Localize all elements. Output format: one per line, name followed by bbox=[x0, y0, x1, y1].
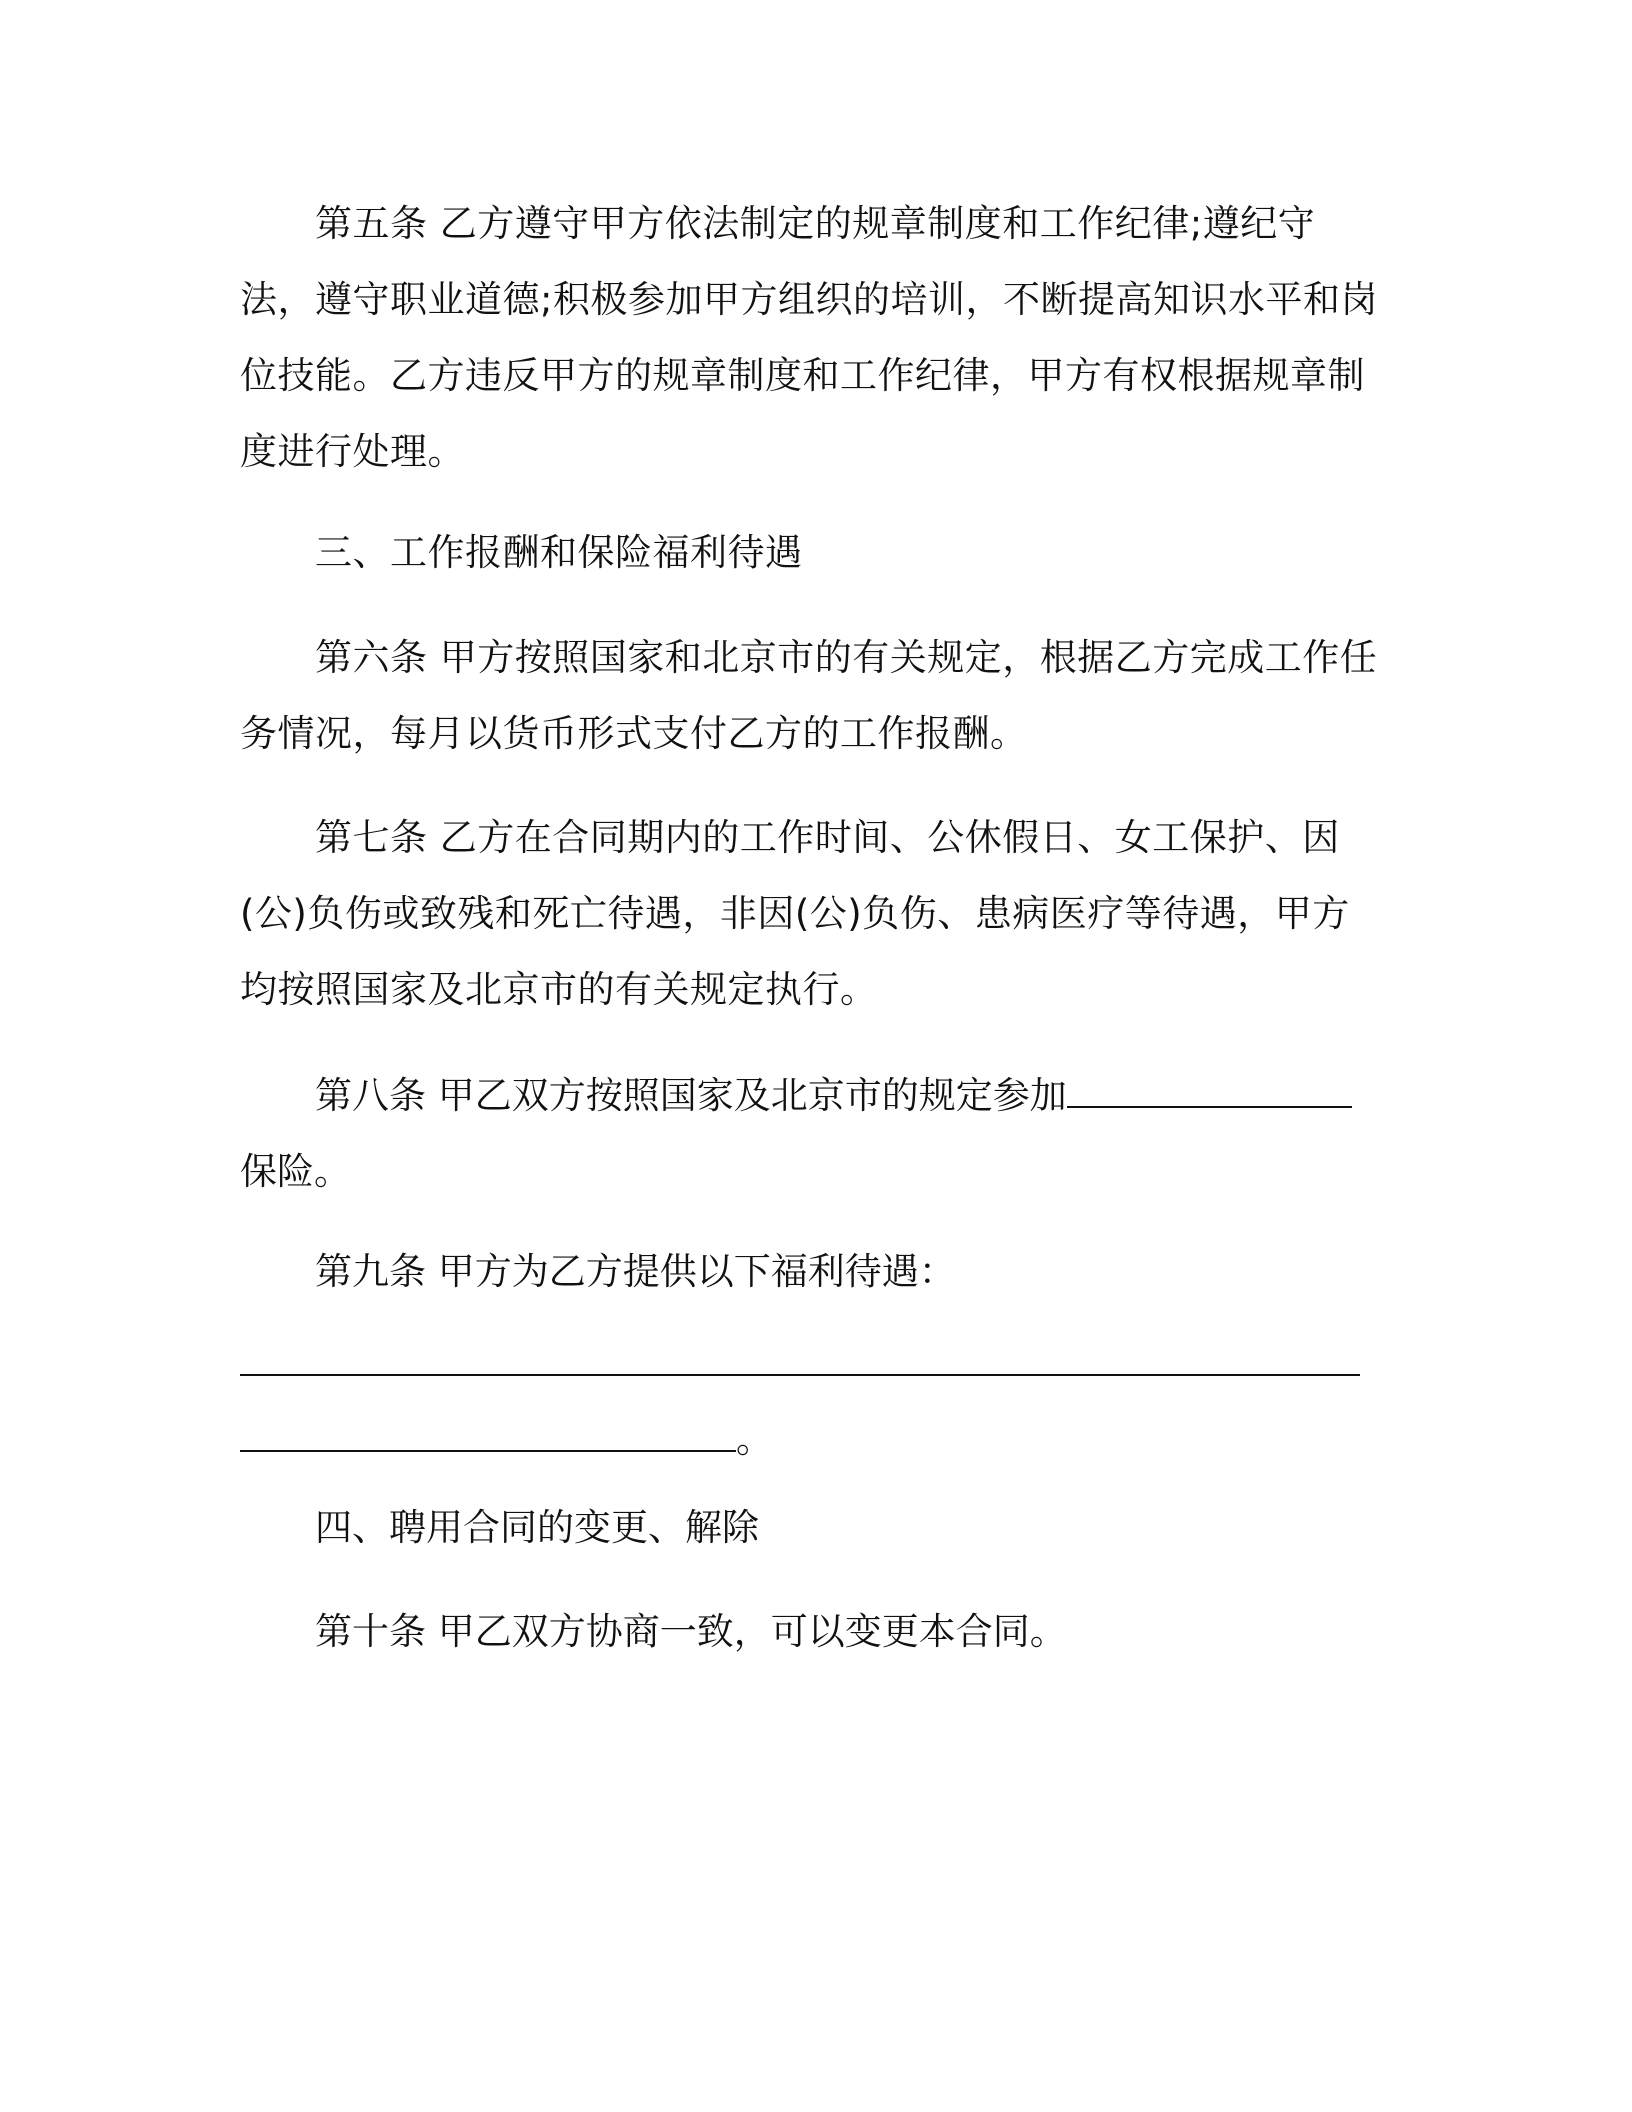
article-8-prefix: 第八条 甲乙双方按照国家及北京市的规定参加 bbox=[315, 1074, 1067, 1117]
section-4-heading bbox=[240, 1490, 759, 1566]
article-5 bbox=[240, 186, 1380, 490]
welfare-blank-row-2 bbox=[240, 1402, 773, 1478]
article-5-text: 第五条 乙方遵守甲方依法制定的规章制度和工作纪律;遵纪守法，遵守职业道德;积极参加甲方组织的培训，不断提高知识水平和岗位技能。乙方违反甲方的规章制度和工作纪律，甲方有权根据规章制度进行处理。 bbox=[240, 202, 1378, 473]
insurance-blank-line bbox=[1067, 1076, 1352, 1108]
article-6-text: 第六条 甲方按照国家和北京市的有关规定，根据乙方完成工作任务情况，每月以货币形式支付乙方的工作报酬。 bbox=[240, 636, 1378, 755]
article-6 bbox=[240, 620, 1380, 772]
section-4-heading-text: 四、聘用合同的变更、解除 bbox=[315, 1506, 759, 1549]
article-10-text: 第十条 甲乙双方协商一致，可以变更本合同。 bbox=[315, 1610, 1067, 1653]
welfare-blank-line-1 bbox=[240, 1344, 1360, 1376]
article-8-continuation bbox=[240, 1134, 351, 1210]
welfare-blank-line-2 bbox=[240, 1420, 736, 1452]
welfare-blank-row-1 bbox=[240, 1326, 1360, 1402]
article-10 bbox=[240, 1594, 1067, 1670]
article-8 bbox=[240, 1058, 1352, 1134]
article-9-end: 。 bbox=[736, 1418, 773, 1461]
section-3-heading bbox=[240, 515, 1380, 591]
article-8-suffix: 保险。 bbox=[240, 1150, 351, 1193]
article-9-text: 第九条 甲方为乙方提供以下福利待遇： bbox=[315, 1250, 956, 1293]
article-9 bbox=[240, 1234, 956, 1310]
article-7-text: 第七条 乙方在合同期内的工作时间、公休假日、女工保护、因(公)负伤或致残和死亡待遇，非因(公)负伤、患病医疗等待遇，甲方均按照国家及北京市的有关规定执行。 bbox=[240, 816, 1350, 1011]
article-7 bbox=[240, 800, 1380, 1028]
section-3-heading-text: 三、工作报酬和保险福利待遇 bbox=[315, 531, 803, 574]
